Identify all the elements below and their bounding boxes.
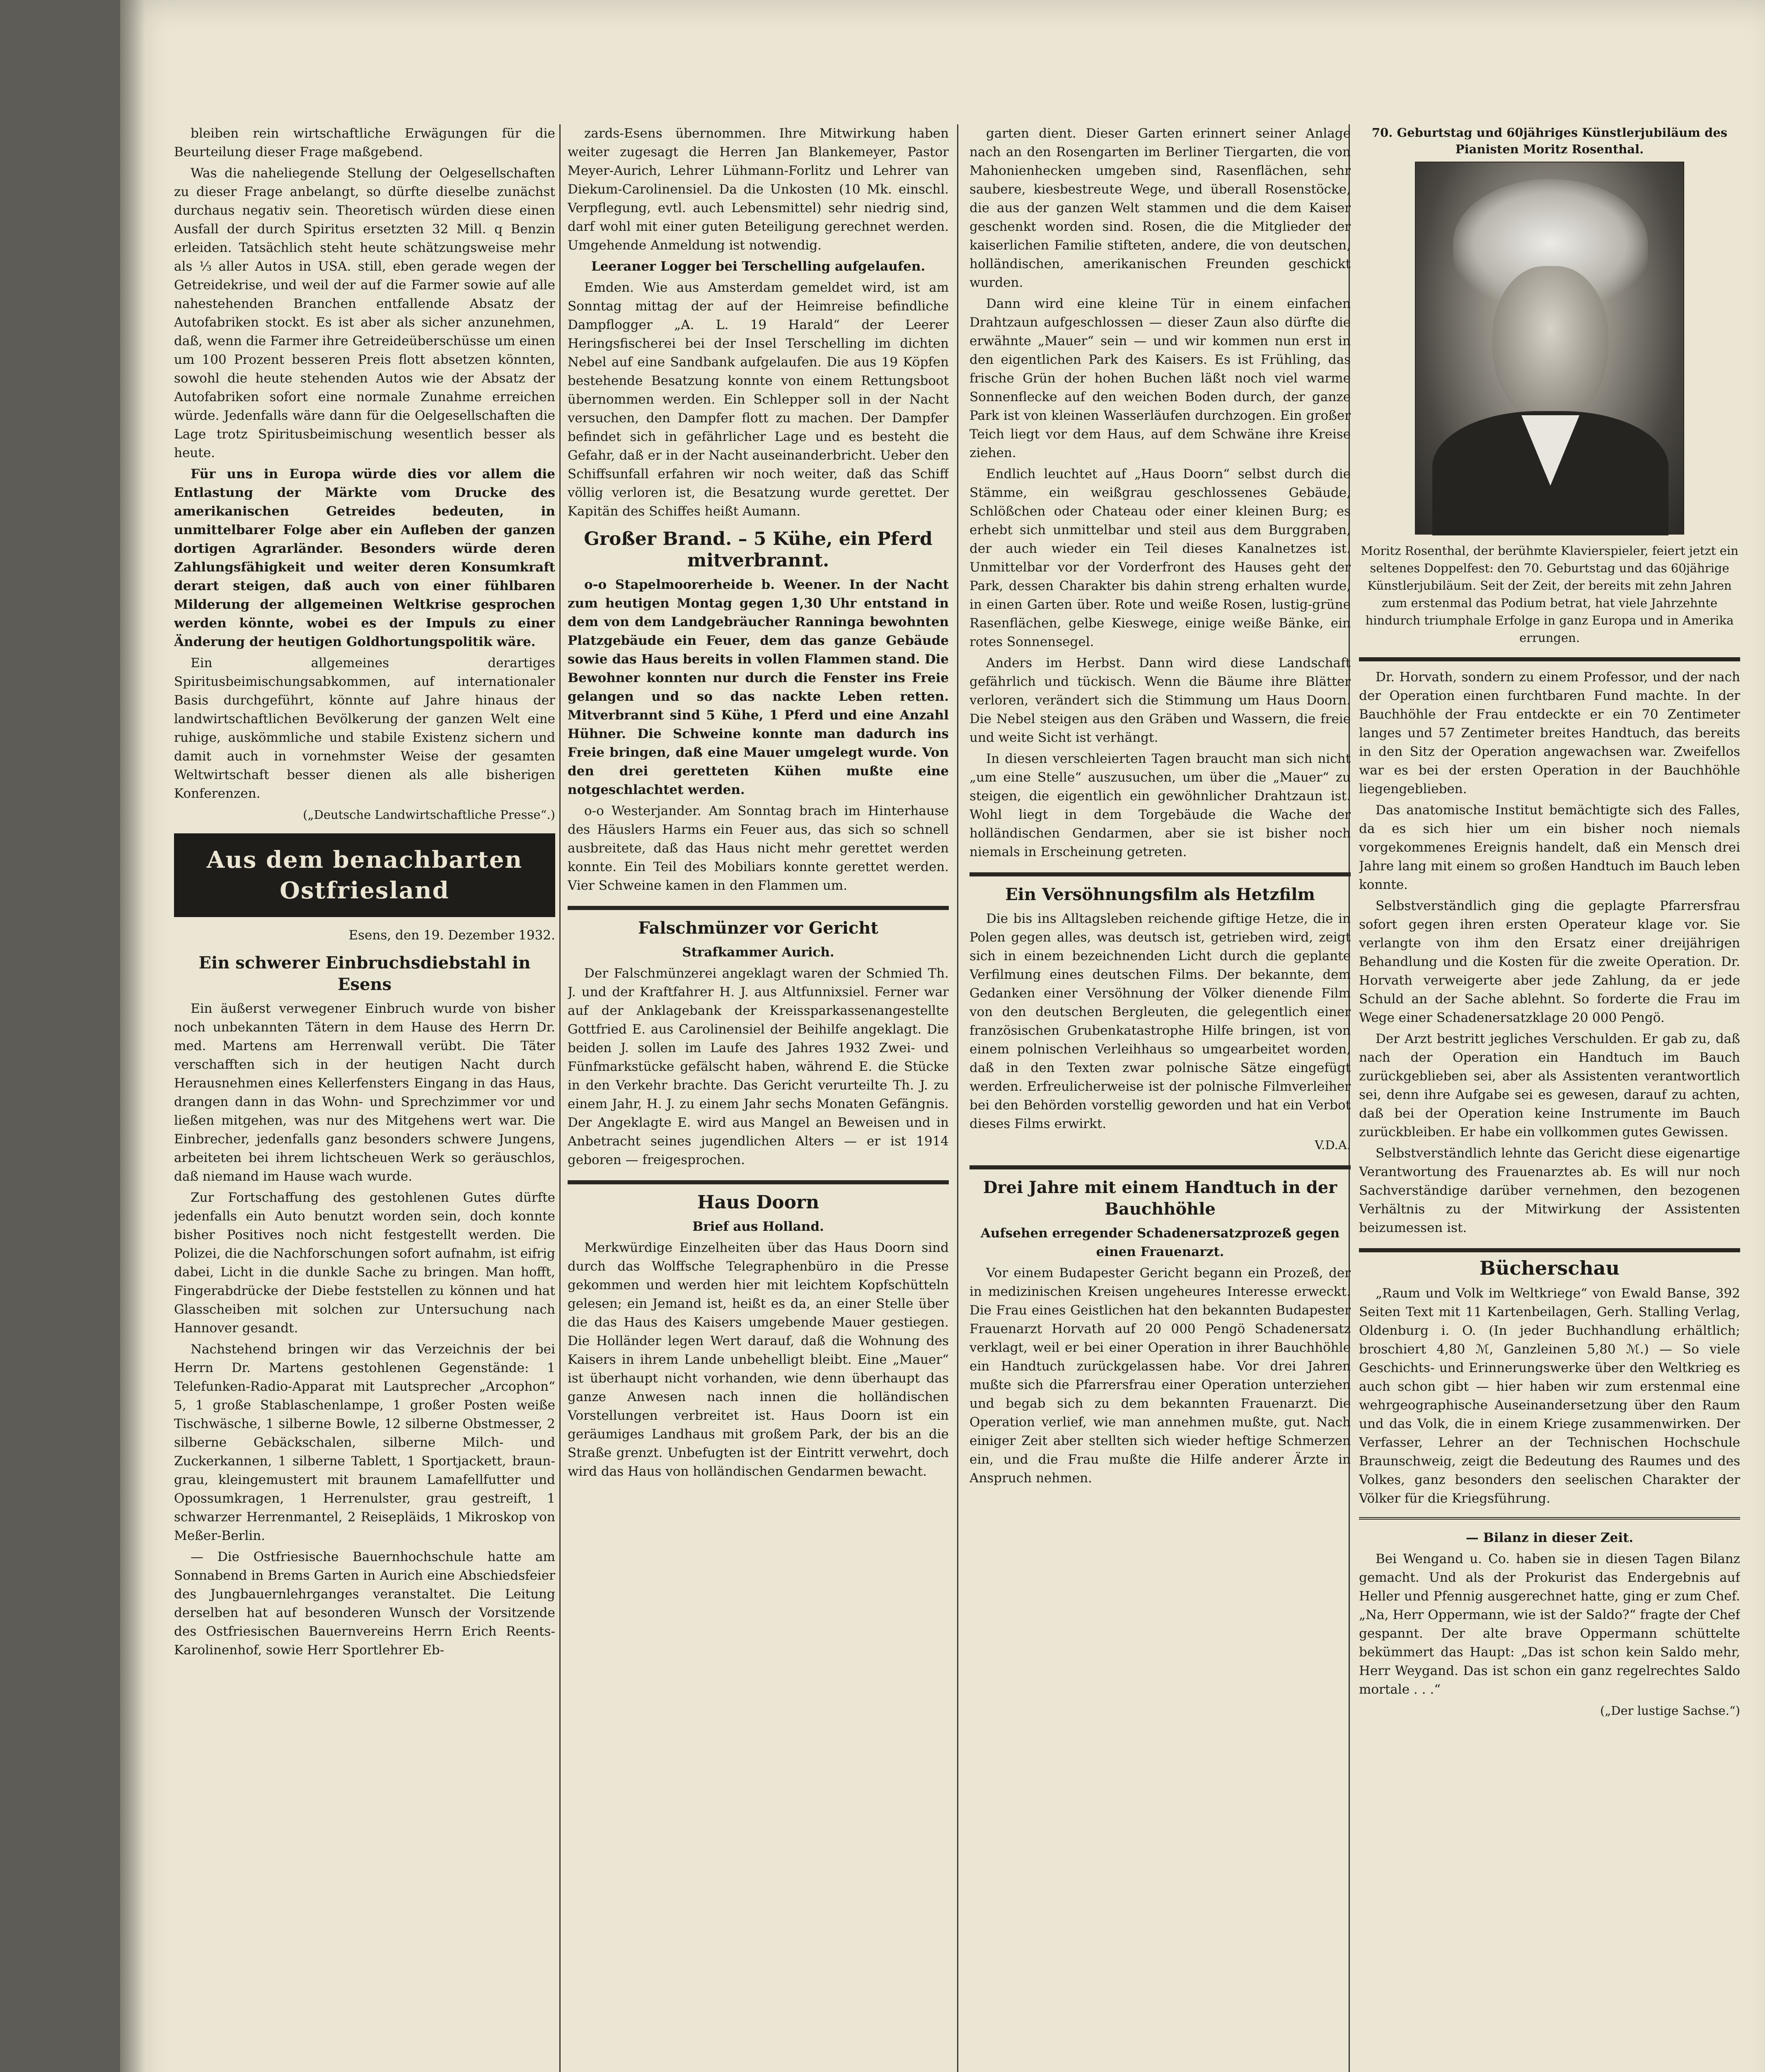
article-paragraph: Nachstehend bringen wir das Verzeichnis der bei Herrn Dr. Martens gestohlenen Gegenstände: 1 Telefunken-Radio-Apparat mit Lautsprecher „Arcophon“ 5, 1 große Stablaschenlampe, 1 großer Posten weiße Tischwäsche, 1 silberne Bowle, 12 silberne Obstmesser, 2 silberne Gebäckschalen, silberne Milch- und Zuckerkannen, 1 silberne Tablett, 1 Sportjackett, braun-grau, kleingemustert mit braunem Lamafellfutter und Opossumkragen, 1 Herrenulster, grau gestreift, 1 schwarzer Herrenmantel, 2 Reisepläids, 1 Mikroskop von Meßer-Berlin. xyxy=(174,1342,555,1543)
article-paragraph: Merkwürdige Einzelheiten über das Haus Doorn sind durch das Wolffsche Telegraphenbüro in die Presse gekommen und werden hier mit leichtem Kopfschütteln gelesen; ein Jemand ist, heißt es da, an einer Stelle über die das Haus des Kaisers umgebende Mauer gestiegen. Die Holländer legen Wert darauf, daß die Wohnung des Kaisers in ihrem Lande unbehelligt bleibt. Eine „Mauer“ ist überhaupt nicht vorhanden, wie denn überhaupt das ganze Anwesen nach innen die holländischen Vorstellungen verbreitet ist. Haus Doorn ist ein geräumiges Landhaus mit großem Park, der bis an die Straße grenzt. Unbefugten ist der Eintritt verwehrt, doch wird das Haus von holländischen Gendarmen bewacht. xyxy=(568,1240,949,1479)
article-paragraph: Der Arzt bestritt jegliches Verschulden. Er gab zu, daß nach der Operation ein Handtuch im Bauch zurückgeblieben sei, aber als Assistenten verantwortlich sei, denn ihre Aufgabe sei es gewesen, darauf zu achten, daß bei der Operation keine Instrumente im Bauch zurückbleiben. Er habe ein vollkommen gutes Gewissen. xyxy=(1359,1031,1740,1140)
section-divider xyxy=(568,1180,949,1184)
article-paragraph: Das anatomische Institut bemächtigte sich des Falles, da es sich hier um ein bisher noch niemals vorgekommenes Ereignis handelt, daß ein Mensch drei Jahre lang mit einem so großen Handtuch im Bauch leben konnte. xyxy=(1359,803,1740,892)
article-paragraph: „Raum und Volk im Weltkriege“ von Ewald Banse, 392 Seiten Text mit 11 Kartenbeilagen, Gerh. Stalling Verlag, Oldenburg i. O. (In jeder Buchhandlung erhältlich; broschiert 4,80 ℳ, Ganzleinen 5,80 ℳ.) — So viele Geschichts- und Erinnerungswerke über den Weltkrieg es auch schon gibt — hier haben wir zum erstenmal eine wehrgeographische Auseinandersetzung über den Raum und das Volk, die in einem Kriege zusammenwirken. Der Verfasser, Lehrer an der Technischen Hochschule Braunschweig, zeigt die Bedeutung des Raumes und des Volkes, ganz besonders den seelischen Charakter der Völker für die Kriegsführung. xyxy=(1359,1286,1740,1506)
article-subheadline: Aufsehen erregender Schadenersatzprozeß gegen einen Frauenarzt. xyxy=(980,1226,1340,1259)
article-paragraph: Zur Fortschaffung des gestohlenen Gutes dürfte jedenfalls ein Auto benutzt worden sein, doch konnte bisher Positives noch nicht festgestellt werden. Die Polizei, die die Nachforschungen sofort aufnahm, ist eifrig dabei, Licht in die dunkle Sache zu bringen. Man hofft, Fingerabdrücke der Diebe feststellen zu können und hat Glasscheiben mit solchen zur Untersuchung nach Hannover gesandt. xyxy=(174,1190,555,1336)
column-3 xyxy=(970,124,1351,2072)
photo-caption: Moritz Rosenthal, der berühmte Klavierspieler, feiert jetzt ein seltenes Doppelfest: den 70. Geburtstag und das 60jährige Künstlerjubiläum. Seit der Zeit, der bereits mit zehn Jahren zum erstenmal das Podium betrat, hat viele Jahrzehnte hindurch triumphale Erfolge in ganz Europa und in Amerika errungen. xyxy=(1361,544,1738,645)
article-paragraph: Dr. Horvath, sondern zu einem Professor, und der nach der Operation einen furchtbaren Fund machte. In der Bauchhöhle der Frau entdeckte er ein 70 Zentimeter langes und 57 Zentimeter breites Handtuch, das bereits in den Sitz der Operation angewachsen war. Zweifellos war es bei der ersten Operation in der Bauchhöhle liegengeblieben. xyxy=(1359,670,1740,796)
article-source: („Deutsche Landwirtschaftliche Presse“.) xyxy=(303,808,555,822)
column-2 xyxy=(568,124,949,2072)
article-paragraph: bleiben rein wirtschaftliche Erwägungen für die Beurteilung dieser Frage maßgebend. xyxy=(174,126,555,160)
article-paragraph: Endlich leuchtet auf „Haus Doorn“ selbst durch die Stämme, ein weißgrau geschlossenes Gebäude, Schlößchen oder Chateau oder einer kleinen Burg; es erhebt sich unmittelbar und steil aus dem Burggraben, der auch wieder ein Teil dieses Kanalnetzes ist. Unmittelbar vor der Vorderfront des Hauses geht der Park, dessen Charakter bis dahin streng erhalten wurde, in einen Garten über. Rote und weiße Rosen, lustig-grüne Rasenflächen, gelbe Kieswege, einige weiße Bänke, ein rotes Sonnensegel. xyxy=(970,467,1351,649)
article-paragraph: Selbstverständlich lehnte das Gericht diese eigenartige Verantwortung des Frauenarztes ab. Es will nur noch Sachverständige darüber vernehmen, den bezogenen Verhältnis zu der Mitwirkung der Assistenten beizumessen ist. xyxy=(1359,1146,1740,1235)
article-paragraph: Was die naheliegende Stellung der Oelgesellschaften zu dieser Frage anbelangt, so dürfte dieselbe zunächst durchaus negativ sein. Theoretisch würden diese einen Ausfall der durch Spiritus ersetzten 32 Mill. q Benzin erleiden. Tatsächlich steht heute schätzungsweise mehr als ⅓ aller Autos in USA. still, eben gerade wegen der Getreidekrise, und weil der auf die Farmer sowie auf alle nahestehenden Branchen entfallende Absatz der Autofabriken stockt. Es ist aber als sicher anzunehmen, daß, wenn die Farmer ihre Getreideüberschüsse um einen um 100 Prozent besseren Preis flott absetzen könnten, sowohl die heute stehenden Autos wie der Absatz der Autofabriken sofort eine normale Zunahme erreichen würde. Jedenfalls wäre dann für die Oelgesellschaften die Lage trotz Spiritusbeimischung wesentlich besser als heute. xyxy=(174,166,555,460)
photo-caption-title: 70. Geburtstag und 60jähriges Künstlerjubiläum des Pianisten Moritz Rosenthal. xyxy=(1371,126,1728,156)
article-subheadline: Strafkammer Aurich. xyxy=(682,945,834,960)
article-paragraph: zards-Esens übernommen. Ihre Mitwirkung haben weiter zugesagt die Herren Jan Blankemeyer, Pastor Meyer-Aurich, Lehrer Lühmann-Forlitz und Lehrer van Diekum-Carolinensiel. Da die Unkosten (10 Mk. einschl. Verpflegung, evtl. auch Lebensmittel) sehr niedrig sind, darf wohl mit einer guten Beteiligung gerechnet werden. Umgehende Anmeldung ist notwendig. xyxy=(568,126,949,253)
section-divider xyxy=(970,872,1351,876)
column-divider xyxy=(957,124,958,2072)
article-subheadline: Brief aus Holland. xyxy=(692,1219,824,1234)
portrait-photo xyxy=(1415,162,1684,535)
article-paragraph: Anders im Herbst. Dann wird diese Landschaft gefährlich und tückisch. Wenn die Bäume ihre Blätter verloren, verändert sich die Stimmung um Haus Doorn. Die Nebel steigen aus den Gräben und Wassern, die freie und weite Sicht ist verhängt. xyxy=(970,656,1351,745)
article-paragraph: Die bis ins Alltagsleben reichende giftige Hetze, die in Polen gegen alles, was deutsch ist, getrieben wird, zeigt sich in einem bezeichnenden Licht durch die geplante Verfilmung eines deutschen Films. Der bekannte, dem Gedanken einer Versöhnung der Völker dienende Film von den deutschen Bergleuten, die gelegentlich einer französischen Grubenkatastrophe Hilfe bringen, ist von einem polnischen Verleihhaus so umgearbeitet worden, daß in den Texten zwar polnische Sätze eingefügt werden. Erfreulicherweise ist der polnische Filmverleiher bei den Behörden vorstellig geworden und hat ein Verbot dieses Films erwirkt. xyxy=(970,911,1351,1131)
article-paragraph: Selbstverständlich ging die geplagte Pfarrersfrau sofort gegen ihren ersten Operateur klage vor. Sie verlangte von ihm den Ersatz einer dreijährigen Behandlung und die Kosten für die zweite Operation. Dr. Horvath verweigerte aber jede Zahlung, da er jede Schuld an der Sache ablehnt. So forderte die Frau im Wege einer Schadenersatzklage 20 000 Pengö. xyxy=(1359,898,1740,1025)
article-headline: Drei Jahre mit einem Handtuch in der Bauchhöhle xyxy=(983,1178,1337,1219)
section-banner: Aus dem benachbarten Ostfriesland xyxy=(174,833,555,917)
article-paragraph: Ein allgemeines derartiges Spiritusbeimischungsabkommen, auf internationaler Basis durchgeführt, könnte auf Jahre hinaus der landwirtschaftlichen Bevölkerung der ganzen Welt eine ruhige, auskömmliche und stabile Existenz sichern und damit auch in vornehmster Weise der gesamten Weltwirtschaft besser dienen als alle bisherigen Konferenzen. xyxy=(174,656,555,801)
article-paragraph: Für uns in Europa würde dies vor allem die Entlastung der Märkte vom Drucke des amerikanischen Getreides bedeuten, in unmittelbarer Folge aber ein Aufleben der ganzen dortigen Agrarländer. Besonders würde deren Zahlungsfähigkeit und weiter deren Konsumkraft derart steigen, daß auch von einer fühlbaren Milderung der allgemeinen Weltkrise gesprochen werden könnte, wobei es der Impuls zu einer Änderung der heutigen Goldhortungspolitik wäre. xyxy=(174,467,555,649)
article-paragraph: Bei Wengand u. Co. haben sie in diesen Tagen Bilanz gemacht. Und als der Prokurist das Endergebnis auf Heller und Pfennig ausgerechnet hatte, ging er zum Chef. „Na, Herr Oppermann, wie ist der Saldo?“ fragte der Chef gespannt. Der alte brave Oppermann schüttelte bekümmert das Haupt: „Das ist schon kein Saldo mehr, Herr Weygand. Das ist schon ein ganz regelrechtes Saldo mortale . . .“ xyxy=(1359,1552,1740,1697)
article-signature: V.D.A. xyxy=(1315,1138,1351,1152)
section-divider xyxy=(1359,1248,1740,1252)
article-paragraph: — Die Ostfriesische Bauernhochschule hatte am Sonnabend in Brems Garten in Aurich eine Abschiedsfeier des Jungbauernlehrganges veranstaltet. Die Leitung derselben hat auf besonderen Wunsch der Vorsitzende des Ostfriesischen Bauernvereins Herrn Erich Reents-Karolinenhof, sowie Herr Sportlehrer Eb- xyxy=(174,1549,555,1658)
article-paragraph: Emden. Wie aus Amsterdam gemeldet wird, ist am Sonntag mittag der auf der Heimreise befindliche Dampflogger „A. L. 19 Harald“ der Leerer Heringsfischerei bei der Insel Terschelling im dichten Nebel auf eine Sandbank aufgelaufen. Die aus 19 Köpfen bestehende Besatzung konnte von einem Rettungsboot übernommen werden. Ein Schlepper soll in der Nacht versuchen, den Dampfer flott zu machen. Der Dampfer befindet sich in gefährlicher Lage und es besteht die Gefahr, daß er in der Nacht auseinanderbricht. Ueber den Schiffsunfall erfahren wir noch weiter, daß das Schiff völlig verloren ist, die Besatzung wurde gerettet. Der Kapitän des Schiffes heißt Aumann. xyxy=(568,280,949,519)
news-snippet-title: — Bilanz in dieser Zeit. xyxy=(1465,1530,1634,1545)
section-divider xyxy=(568,906,949,910)
article-paragraph: Der Falschmünzerei angeklagt waren der Schmied Th. J. und der Kraftfahrer H. J. aus Altfunnixsiel. Ferner war auf der Anklagebank der Kreissparkassenangestellte Gottfried E. aus Carolinensiel der Beihilfe angeklagt. Die beiden J. sollen im Laufe des Jahres 1932 Zwei- und Fünfmarkstücke gefälscht haben, während E. die Stücke in den Verkehr brachte. Das Gericht verurteilte Th. J. zu einem Jahr, H. J. zu einem Jahr sechs Monaten Gefängnis. Der Angeklagte E. wird aus Mangel an Beweisen und in Anbetracht seines jugendlichen Alters — er ist 1914 geboren — freigesprochen. xyxy=(568,966,949,1167)
article-source: („Der lustige Sachse.“) xyxy=(1600,1704,1740,1718)
news-snippet-title: Leeraner Logger bei Terschelling aufgelaufen. xyxy=(591,259,926,274)
column-divider xyxy=(559,124,561,2072)
article-paragraph: garten dient. Dieser Garten erinnert seiner Anlage nach an den Rosengarten im Berliner Tiergarten, die von Mahonienhecken umgeben sind, Rasenflächen, sehr saubere, kiesbestreute Wege, und überall Rosenstöcke, die aus der ganzen Welt stammen und die dem Kaiser geschenkt worden sind. Rosen, die die Mitglieder der kaiserlichen Familie stifteten, andere, die von deutschen, holländischen, amerikanischen Freunden geschickt wurden. xyxy=(970,126,1351,290)
article-headline: Ein schwerer Einbruchsdiebstahl in Esens xyxy=(198,953,531,994)
article-paragraph: Ein äußerst verwegener Einbruch wurde von bisher noch unbekannten Tätern in dem Hause des Herrn Dr. med. Martens am Herrenwall verübt. Die Täter verschafften sich in der heutigen Nacht durch Herausnehmen eines Kellerfensters Eingang in das Haus, drangen dann in das Wohn- und Sprechzimmer vor und ließen mitgehen, was nur des Mitgehens wert war. Die Einbrecher, jedenfalls ganz besonders schwere Jungens, arbeiteten bei ihrem lichtscheuen Werk so geräuschlos, daß niemand im Hause wach wurde. xyxy=(174,1001,555,1184)
article-paragraph: o-o Westerjander. Am Sonntag brach im Hinterhause des Häuslers Harms ein Feuer aus, das sich so schnell ausbreitete, daß das Haus nicht mehr gerettet werden konnte. Ein Teil des Mobiliars konnte gerettet werden. Vier Schweine kamen in den Flammen um. xyxy=(568,804,949,893)
article-paragraph: Dann wird eine kleine Tür in einem einfachen Drahtzaun aufgeschlossen — dieser Zaun also dürfte die erwähnte „Mauer“ sein — und wir kommen nun erst in den eigentlichen Park des Kaisers. Es ist Frühling, das frische Grün der hohen Buchen läßt noch viel warme Sonnenflecke auf den weichen Boden durch, der ganze Park ist von kleinen Wasserläufen durchzogen. Ein großer Teich liegt vor dem Haus, auf dem Schwäne ihre Kreise ziehen. xyxy=(970,296,1351,460)
column-1 xyxy=(174,124,555,2072)
portrait-face xyxy=(1492,266,1608,424)
article-paragraph: o-o Stapelmoorerheide b. Weener. In der Nacht zum heutigen Montag gegen 1,30 Uhr entstand in dem von dem Landgebräucher Ranninga bewohnten Platzgebäude ein Feuer, dem das ganze Gebäude sowie das Haus bereits in vollen Flammen stand. Die Bewohner konnten nur durch die Fenster ins Freie gelangen und so das nackte Leben retten. Mitverbrannt sind 5 Kühe, 1 Pferd und eine Anzahl Hühner. Die Schweine konnte man dadurch ins Freie bringen, daß eine Mauer umgelegt wurde. Von den drei geretteten Kühen mußte eine notgeschlachtet werden. xyxy=(568,577,949,797)
article-headline: Großer Brand. – 5 Kühe, ein Pferd mitverbrannt. xyxy=(584,528,933,571)
section-divider xyxy=(1359,657,1740,661)
article-headline: Ein Versöhnungsfilm als Hetzfilm xyxy=(1005,885,1315,904)
section-divider xyxy=(970,1165,1351,1169)
article-paragraph: Vor einem Budapester Gericht begann ein Prozeß, der in medizinischen Kreisen ungeheures Interesse erweckt. Die Frau eines Geistlichen hat den bekannten Budapester Frauenarzt Horvath auf 20 000 Pengö Schadenersatz verklagt, weil er bei einer Operation in ihrer Bauchhöhle ein Handtuch zurückgelassen habe. Vor drei Jahren mußte sich die Pfarrersfrau einer Operation unterziehen und begab sich zu dem bekannten Frauenarzt. Die Operation verlief, wie man annehmen mußte, gut. Nach einiger Zeit aber stellten sich wieder heftige Schmerzen ein, und die Frau mußte die Hilfe anderer Ärzte in Anspruch nehmen. xyxy=(970,1266,1351,1486)
column-4 xyxy=(1359,124,1740,2072)
article-headline: Falschmünzer vor Gericht xyxy=(638,918,878,938)
article-paragraph: In diesen verschleierten Tagen braucht man sich nicht „um eine Stelle“ auszusuchen, um über die „Mauer“ zu steigen, die eigentlich ein gewöhnlicher Drahtzaun ist. Wohl liegt in dem Torgebäude die Wache der holländischen Gendarmen, aber sie ist bisher noch niemals in Erscheinung getreten. xyxy=(970,751,1351,859)
section-divider xyxy=(1359,1517,1740,1520)
dateline: Esens, den 19. Dezember 1932. xyxy=(348,928,555,943)
section-title: Bücherschau xyxy=(1480,1257,1620,1279)
page-binding-shadow xyxy=(120,0,145,2072)
article-headline: Haus Doorn xyxy=(697,1192,820,1213)
